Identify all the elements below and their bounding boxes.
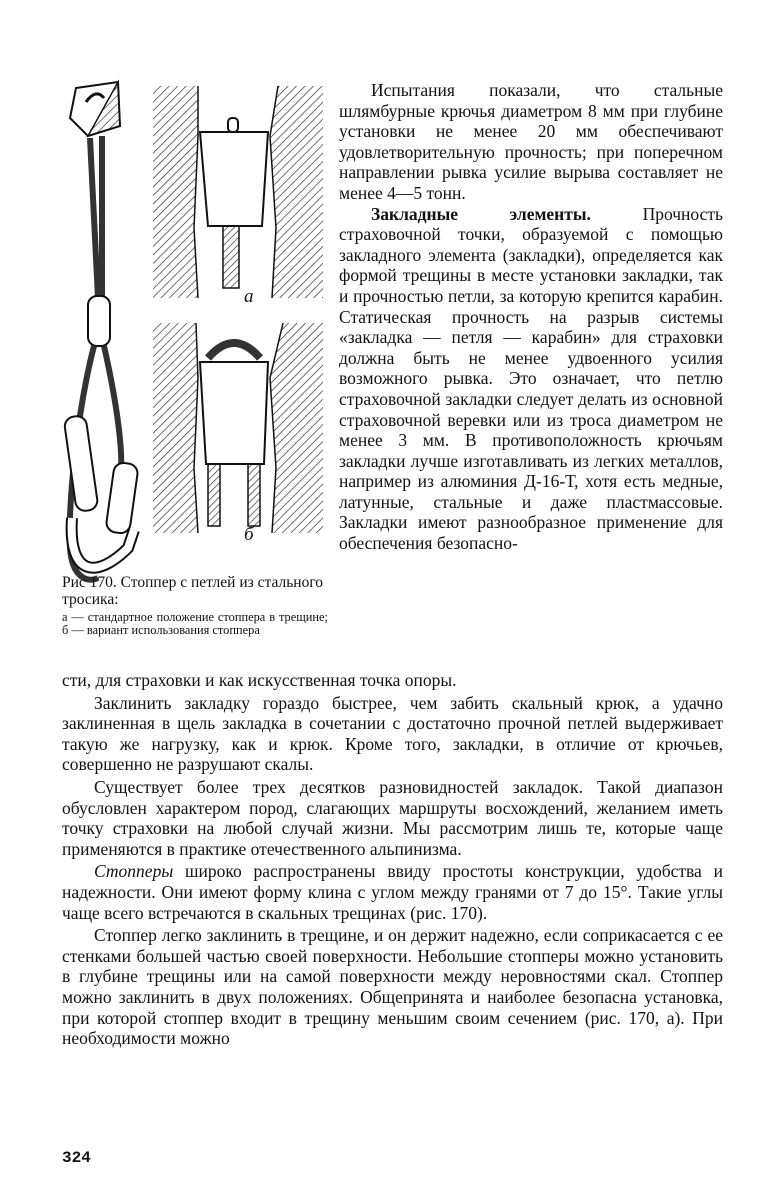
right-text-column [339,80,723,554]
paragraph-stoppers [62,861,723,923]
paragraph-nuts-text: Прочность страховочной точки, образуемой с помощью закладного элемента (закладки), определяется как формой трещины в месте установки закладки, так и прочностью петли, за которую крепится карабин. Статическая прочность на разрыв системы «закладка — петля — карабин» для страховки должна быть не менее удвоенного усилия возможного рывка. Это означает, что петлю страховочной закладки следует делать из основной страховочной веревки или из троса диаметром не менее 3 мм. В противоположность крючьям закладки лучше изготавливать из легких металлов, например из алюминия Д-16-Т, хотя есть медные, латунные, стальные и даже пластмассовые. Закладки имеют разнообразное применение для обеспечения безопасно- [339,203,723,554]
paragraph-nuts [339,204,723,554]
figure-caption [62,574,328,636]
paragraph-continuation: сти, для страховки и как искусственная точка опоры. [62,670,457,690]
stopper-illustration [58,78,328,618]
page-number: 324 [62,1149,91,1167]
figure-label-a: а [244,286,254,307]
figure-170 [58,78,328,618]
stopper-with-loop-drawing [64,82,139,580]
paragraph-wedging: Заклинить закладку гораздо быстрее, чем забить скальный крюк, а удачно заклиненная в щель закладка в сочетании с достаточно прочной петлей выдерживает такую же нагрузку, как и крюк. Кроме того, закладки, в отличие от крючьев, совершенно не разрушают скалы. [62,692,723,775]
paragraph-varieties: Существует более трех десятков разновидностей закладок. Такой диапазон обусловлен характером пород, слагающих маршруты восхождений, желанием иметь точку страховки на любой случай жизни. Мы рассмотрим лишь те, которые чаще применяются в практике отечественного альпинизма. [62,776,723,859]
caption-note: а — стандартное положение стоппера в трещине; б — вариант использования стоппера [62,610,328,637]
paragraph-placement: Стоппер легко заклинить в трещине, и он держит надежно, если соприкасается с ее стенками большей частью своей поверхности. Небольшие стопперы можно установить в глубине трещины или на самой поверхности между неровностями скал. Стоппер можно заклинить в двух положениях. Общепринята и наиболее безопасна установка, при которой стоппер входит в трещину меньшим своим сечением (рис. 170, а). При необходимости можно [62,925,723,1049]
paragraph-anchor-tests: Испытания показали, что стальные шлямбурные крючья диаметром 8 мм при глубине установки не менее 20 мм обеспечивают удовлетворительную прочность; при поперечном направлении рывка усилие вырыва составляет не менее 4—5 тонн. [339,80,723,203]
main-text [62,670,723,1051]
section-heading-nuts: Закладные элементы. [371,203,591,224]
figure-label-b: б [244,524,254,545]
caption-title: Рис 170. Стоппер с петлей из стального тросика: [62,574,324,608]
term-stoppers: Стопперы [94,861,174,882]
stopper-in-crack-b [153,323,323,533]
paragraph-stoppers-text: широко распространены ввиду простоты конструкции, удобства и надежности. Они имеют форму клина с углом между гранями от 7 до 15°. Такие углы чаще всего встречаются в скальных трещинах (рис. 170). [62,861,723,923]
stopper-in-crack-a [153,86,323,298]
